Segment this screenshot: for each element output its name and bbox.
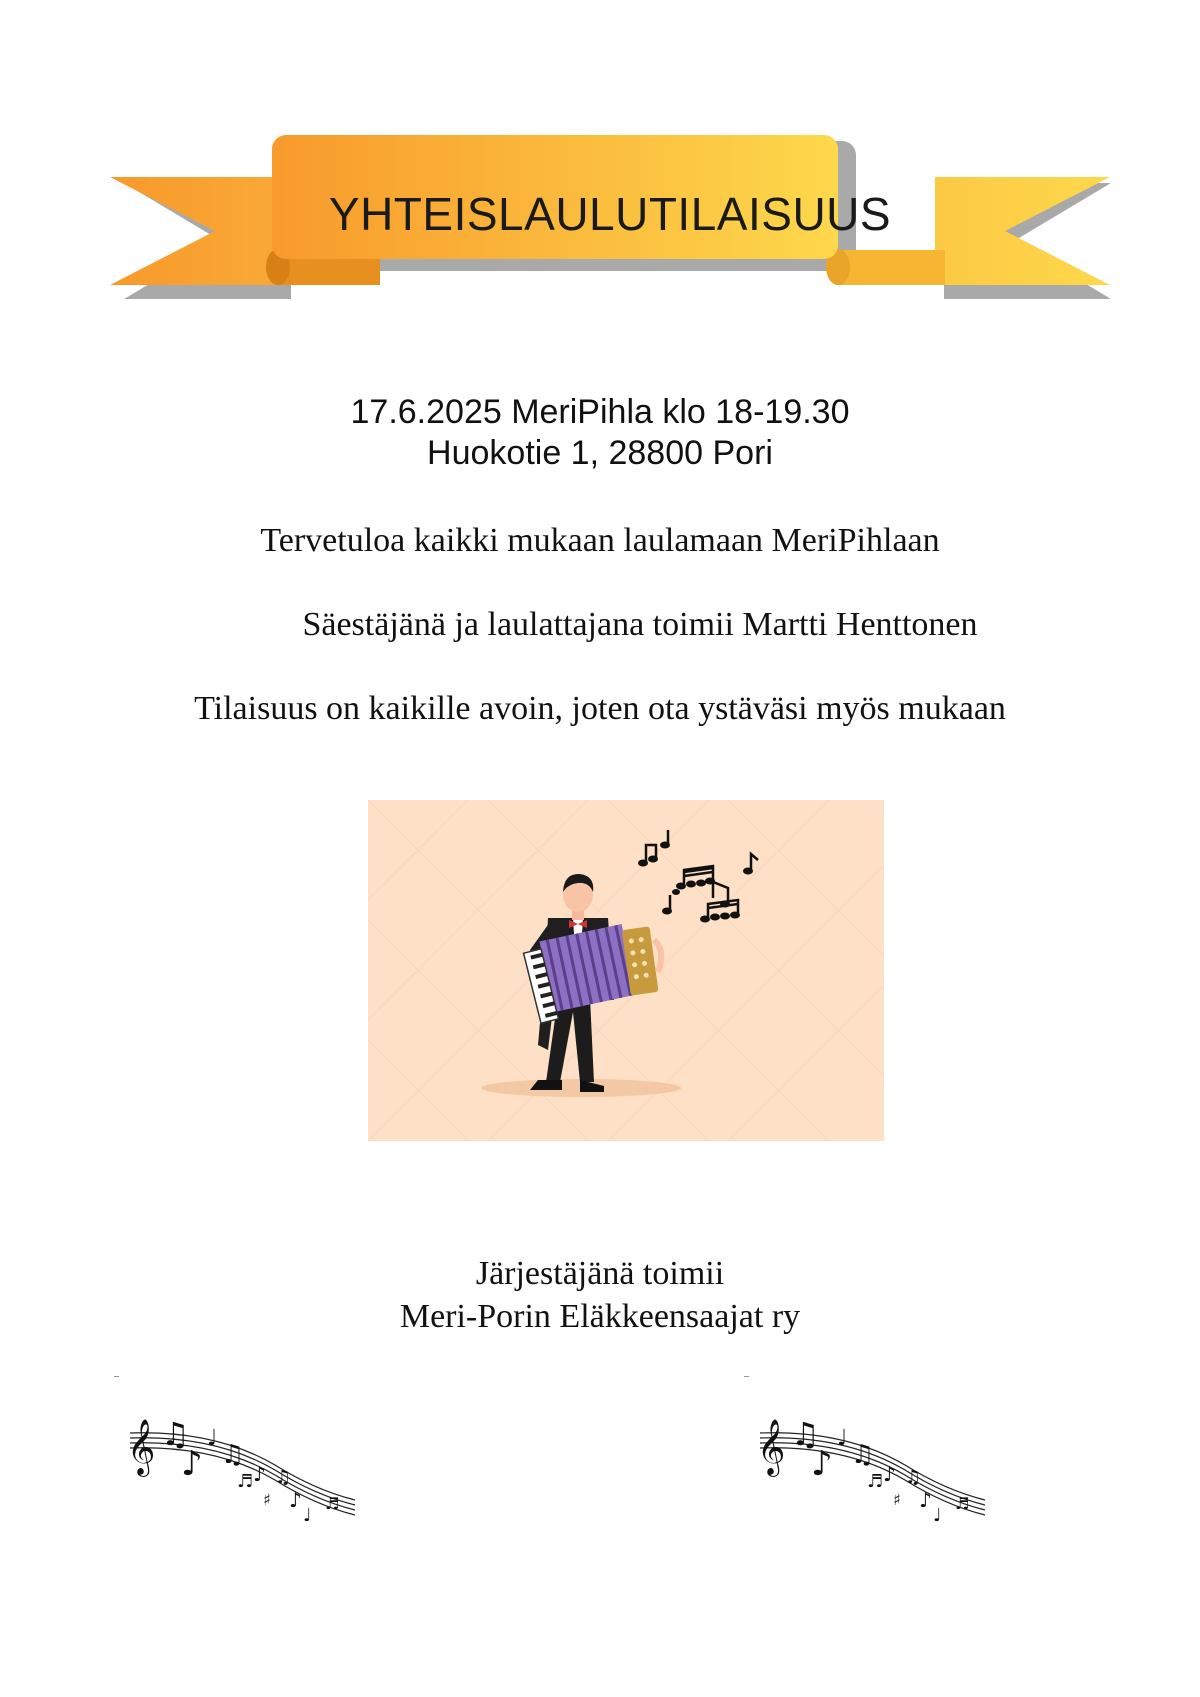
svg-text:♫: ♫ <box>791 1415 820 1453</box>
svg-text:♪: ♪ <box>181 1444 203 1484</box>
banner-title: YHTEISLAULUTILAISUUS <box>328 188 892 240</box>
music-notes-icon <box>755 1405 995 1565</box>
svg-text:♫: ♫ <box>275 1467 292 1488</box>
svg-text:♬: ♬ <box>237 1471 254 1492</box>
svg-text:♫: ♫ <box>221 1440 245 1470</box>
divider-mark-right <box>744 1376 749 1377</box>
svg-text:♫: ♫ <box>161 1415 190 1453</box>
divider-mark-left <box>114 1376 119 1377</box>
event-date-line: 17.6.2025 MeriPihla klo 18-19.30 <box>350 393 850 431</box>
svg-text:♩: ♩ <box>933 1505 942 1526</box>
svg-text:♪: ♪ <box>883 1462 896 1486</box>
title-banner <box>110 135 1110 335</box>
music-notes-icon <box>125 1405 365 1565</box>
welcome-text: Tervetuloa kaikki mukaan laulamaan MeriPihlaan <box>260 522 940 559</box>
svg-text:♯: ♯ <box>893 1490 901 1509</box>
svg-text:♪: ♪ <box>289 1488 302 1512</box>
accordion-player-illustration <box>368 800 884 1141</box>
organizer-label: Järjestäjänä toimii <box>475 1255 725 1292</box>
svg-text:♩: ♩ <box>303 1505 312 1526</box>
svg-text:𝄞: 𝄞 <box>127 1419 156 1475</box>
svg-text:♬: ♬ <box>955 1494 970 1513</box>
svg-text:♪: ♪ <box>253 1462 266 1486</box>
svg-text:♯: ♯ <box>263 1490 271 1509</box>
svg-text:♫: ♫ <box>851 1440 875 1470</box>
open-event-text: Tilaisuus on kaikille avoin, joten ota ystäväsi myös mukaan <box>194 690 1006 727</box>
accompanist-text: Säestäjänä ja laulattajana toimii Martti Henttonen <box>302 606 978 643</box>
svg-text:♬: ♬ <box>325 1494 340 1513</box>
svg-text:♪: ♪ <box>811 1444 833 1484</box>
svg-text:♩: ♩ <box>207 1426 218 1451</box>
svg-text:♫: ♫ <box>905 1467 922 1488</box>
svg-text:♬: ♬ <box>867 1471 884 1492</box>
svg-text:𝄞: 𝄞 <box>757 1419 786 1475</box>
organizer-name: Meri-Porin Eläkkeensaajat ry <box>399 1298 801 1335</box>
svg-text:♩: ♩ <box>837 1426 848 1451</box>
event-address-line: Huokotie 1, 28800 Pori <box>427 434 773 472</box>
svg-text:♪: ♪ <box>919 1488 932 1512</box>
